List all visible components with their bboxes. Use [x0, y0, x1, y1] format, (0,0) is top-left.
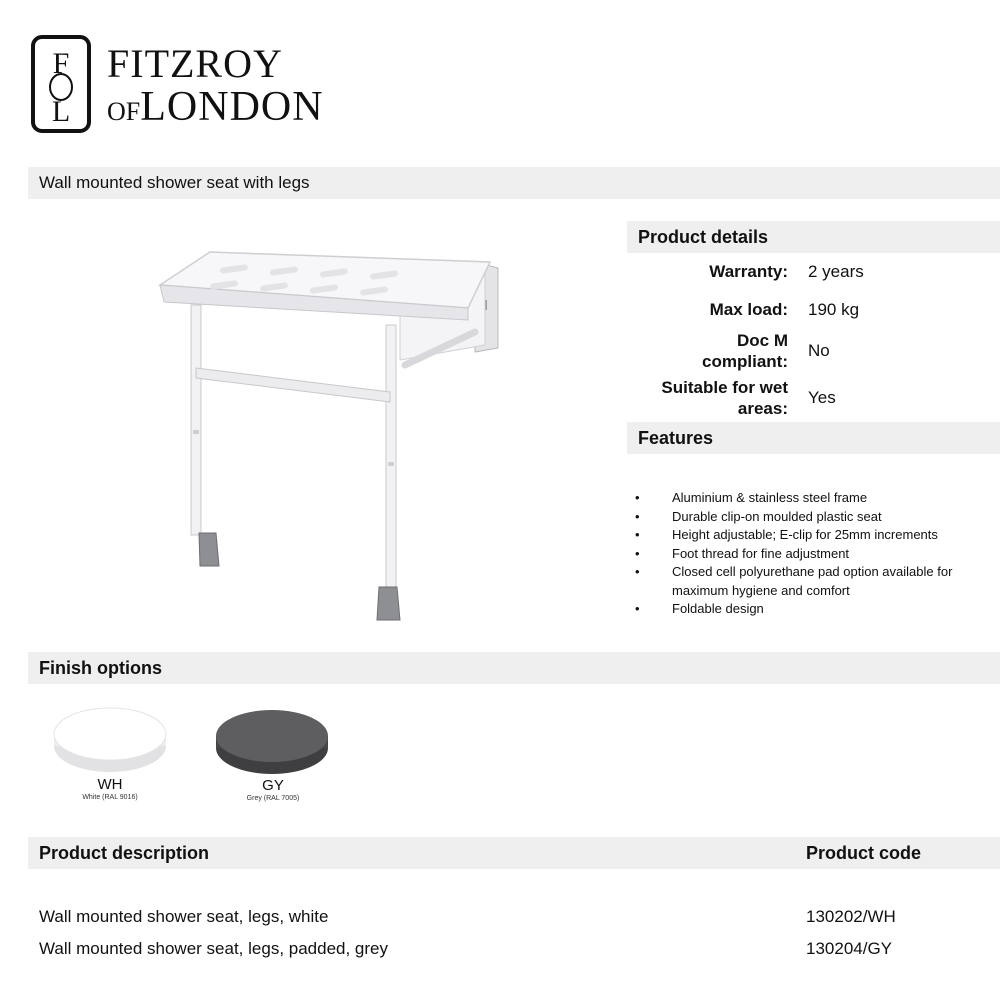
- doc-m-label: [628, 330, 788, 372]
- table-row-description: Wall mounted shower seat, legs, white: [39, 907, 329, 926]
- svg-text:L: L: [51, 95, 71, 128]
- feature-item: • Foot thread for fine adjustment: [635, 545, 1000, 564]
- wet-areas-label-line2: areas:: [737, 399, 788, 418]
- max-load-label: Max load:: [709, 300, 788, 319]
- feature-item: • Height adjustable; E-clip for 25mm increments: [635, 526, 1000, 545]
- warranty-label: Warranty:: [709, 262, 788, 281]
- doc-m-label-line1: Doc M: [737, 331, 788, 350]
- product-code-header: Product code: [806, 843, 922, 863]
- shower-seat-product-image: [150, 240, 510, 630]
- wet-areas-value: Yes: [808, 388, 836, 407]
- brand-name-london: LONDON: [140, 84, 324, 130]
- wet-areas-label-line1: Suitable for wet: [661, 378, 788, 397]
- product-description-header: Product description: [39, 842, 210, 863]
- warranty-value: 2 years: [808, 262, 864, 281]
- finish-code-wh: WH: [97, 776, 123, 793]
- features-list: [635, 489, 1000, 619]
- feature-item: • Durable clip-on moulded plastic seat: [635, 508, 1000, 527]
- feature-item: • Aluminium & stainless steel frame: [635, 489, 1000, 508]
- brand-name-of: OF: [107, 97, 141, 126]
- product-details-heading: Product details: [638, 226, 769, 247]
- feature-item: • Closed cell polyurethane pad option available for maximum hygiene and comfort: [635, 563, 1000, 600]
- finish-options-heading: Finish options: [39, 657, 162, 678]
- svg-text:F: F: [52, 47, 70, 80]
- product-details-heading-band: [627, 221, 1000, 253]
- doc-m-label-line2: compliant:: [702, 352, 788, 371]
- finish-options-heading-band: [28, 652, 1000, 684]
- finish-name-wh: White (RAL 9016): [82, 794, 138, 801]
- brand-name-line2: [107, 86, 324, 128]
- brand-monogram-logo: [31, 35, 91, 133]
- product-title-band: [28, 167, 1000, 199]
- finish-swatch-white: [50, 702, 170, 776]
- table-row-code: 130204/GY: [806, 939, 893, 958]
- table-row-description: Wall mounted shower seat, legs, padded, grey: [39, 939, 389, 958]
- finish-code-gy: GY: [262, 777, 284, 794]
- brand-wordmark: [107, 41, 324, 130]
- finish-swatch-grey: [212, 704, 332, 778]
- max-load-value: 190 kg: [808, 300, 860, 319]
- doc-m-value: No: [808, 341, 830, 360]
- brand-name-line1: FITZROY: [107, 41, 283, 86]
- finish-name-gy: Grey (RAL 7005): [246, 795, 300, 802]
- feature-item: • Foldable design: [635, 600, 1000, 619]
- table-row-code: 130202/WH: [806, 907, 896, 926]
- features-heading-band: [627, 422, 1000, 454]
- wet-areas-label: [628, 377, 788, 419]
- product-title: Wall mounted shower seat with legs: [39, 173, 310, 192]
- features-heading: Features: [638, 427, 714, 448]
